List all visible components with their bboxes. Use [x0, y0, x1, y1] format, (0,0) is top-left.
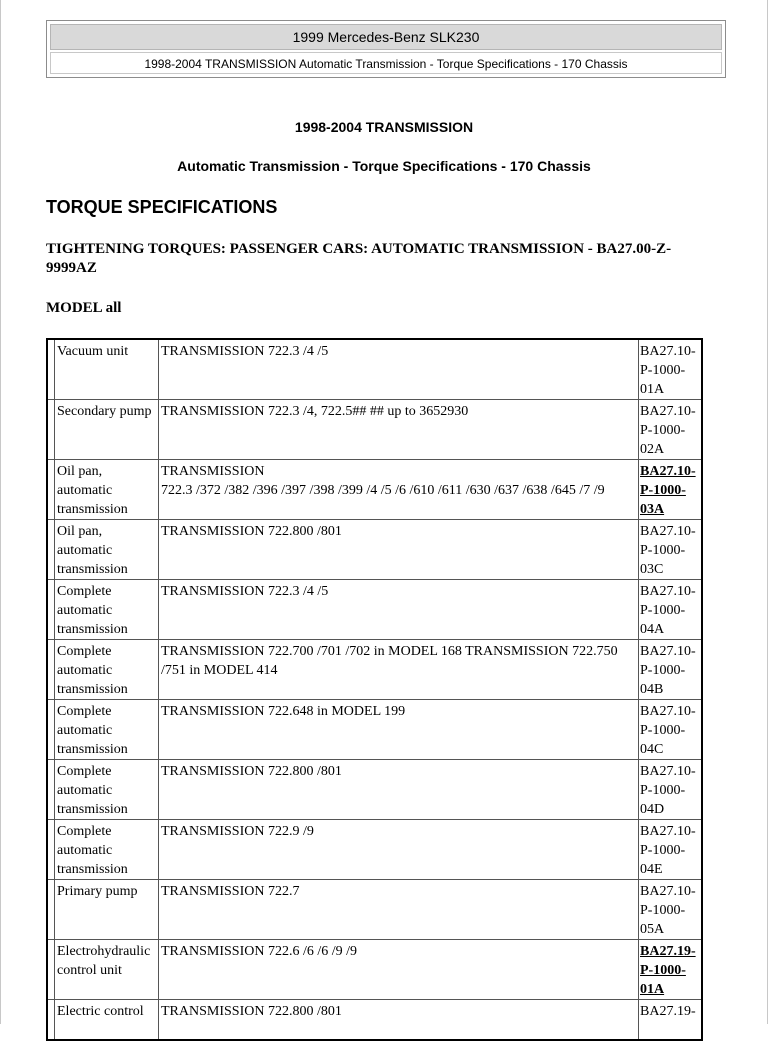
spec-cell [159, 700, 639, 760]
spec-cell [159, 760, 639, 820]
table-row [47, 580, 702, 640]
spec-line: TRANSMISSION 722.7 [161, 884, 300, 899]
table-row [47, 1000, 702, 1040]
component-cell: Primary pump [55, 880, 159, 940]
row-margin-cell [47, 460, 55, 520]
header-title: 1999 Mercedes-Benz SLK230 [50, 24, 722, 50]
row-margin-cell [47, 940, 55, 1000]
spec-line: TRANSMISSION 722.3 /4, 722.5## ## up to 3652930 [161, 404, 469, 419]
row-margin-cell [47, 339, 55, 400]
reference-code: BA27.10-P-1000-04D [640, 764, 696, 817]
reference-code: BA27.10-P-1000-04C [640, 704, 696, 757]
spec-line: TRANSMISSION 722.9 /9 [161, 824, 314, 839]
spec-line: TRANSMISSION 722.700 /701 /702 in MODEL 168 TRANSMISSION 722.750 /751 in MODEL 414 [161, 644, 618, 678]
spec-cell [159, 880, 639, 940]
document-header [46, 20, 726, 78]
row-margin-cell [47, 640, 55, 700]
reference-code: BA27.10-P-1000-03C [640, 524, 696, 577]
spec-cell [159, 580, 639, 640]
spec-line: TRANSMISSION 722.800 /801 [161, 764, 342, 779]
row-margin-cell [47, 880, 55, 940]
reference-code: BA27.10-P-1000-04B [640, 644, 696, 697]
component-cell: Electric control [55, 1000, 159, 1040]
reference-cell [639, 700, 703, 760]
reference-cell [639, 580, 703, 640]
header-subtitle: 1998-2004 TRANSMISSION Automatic Transmission - Torque Specifications - 170 Chassis [50, 52, 722, 74]
reference-cell [639, 339, 703, 400]
component-cell: Oil pan, automatic transmission [55, 460, 159, 520]
spec-line: TRANSMISSION 722.800 /801 [161, 1004, 342, 1019]
reference-cell [639, 760, 703, 820]
spec-cell [159, 400, 639, 460]
spec-line: TRANSMISSION 722.648 in MODEL 199 [161, 704, 406, 719]
table-row [47, 820, 702, 880]
reference-code: BA27.19- [640, 1004, 696, 1019]
table-row [47, 760, 702, 820]
model-heading: MODEL all [46, 300, 122, 316]
page-edge-left [0, 0, 1, 1024]
component-cell: Oil pan, automatic transmission [55, 520, 159, 580]
spec-cell [159, 339, 639, 400]
section-heading: 1998-2004 TRANSMISSION [294, 119, 474, 135]
component-cell: Complete automatic transmission [55, 640, 159, 700]
row-margin-cell [47, 580, 55, 640]
reference-cell [639, 880, 703, 940]
reference-cell [639, 1000, 703, 1040]
spec-line: TRANSMISSION 722.800 /801 [161, 524, 342, 539]
row-margin-cell [47, 820, 55, 880]
component-cell: Vacuum unit [55, 339, 159, 400]
reference-code: BA27.10-P-1000-02A [640, 404, 696, 457]
spec-cell [159, 520, 639, 580]
table-row [47, 940, 702, 1000]
table-row [47, 400, 702, 460]
reference-code: BA27.10-P-1000-01A [640, 344, 696, 397]
reference-code: BA27.10-P-1000-04A [640, 584, 696, 637]
reference-link[interactable]: BA27.19-P-1000-01A [640, 944, 696, 997]
component-cell: Complete automatic transmission [55, 820, 159, 880]
row-margin-cell [47, 520, 55, 580]
reference-code: BA27.10-P-1000-04E [640, 824, 696, 877]
spec-line: TRANSMISSION [161, 464, 265, 479]
torque-specifications-title: TORQUE SPECIFICATIONS [46, 197, 278, 217]
table-row [47, 520, 702, 580]
spec-line: TRANSMISSION 722.3 /4 /5 [161, 344, 329, 359]
row-margin-cell [47, 400, 55, 460]
table-row [47, 640, 702, 700]
component-cell: Complete automatic transmission [55, 760, 159, 820]
reference-cell [639, 460, 703, 520]
reference-cell [639, 400, 703, 460]
component-cell: Electrohydraulic control unit [55, 940, 159, 1000]
row-margin-cell [47, 700, 55, 760]
reference-cell [639, 940, 703, 1000]
spec-line: TRANSMISSION 722.3 /4 /5 [161, 584, 329, 599]
spec-line: 722.3 /372 /382 /396 /397 /398 /399 /4 /5 /6 /610 /611 /630 /637 /638 /645 /7 /9 [161, 483, 605, 498]
reference-link[interactable]: BA27.10-P-1000-03A [640, 464, 696, 517]
reference-cell [639, 640, 703, 700]
reference-cell [639, 520, 703, 580]
table-row [47, 460, 702, 520]
row-margin-cell [47, 760, 55, 820]
spec-cell [159, 460, 639, 520]
spec-cell [159, 820, 639, 880]
table-row [47, 880, 702, 940]
reference-cell [639, 820, 703, 880]
torque-spec-table [46, 338, 703, 1041]
row-margin-cell [47, 1000, 55, 1040]
reference-code: BA27.10-P-1000-05A [640, 884, 696, 937]
tightening-torques-heading: TIGHTENING TORQUES: PASSENGER CARS: AUTOMATIC TRANSMISSION - BA27.00-Z-9999AZ [46, 241, 672, 276]
component-cell: Complete automatic transmission [55, 700, 159, 760]
component-cell: Secondary pump [55, 400, 159, 460]
article-heading: Automatic Transmission - Torque Specifications - 170 Chassis [177, 158, 591, 174]
component-cell: Complete automatic transmission [55, 580, 159, 640]
spec-cell [159, 1000, 639, 1040]
spec-cell [159, 640, 639, 700]
spec-line: TRANSMISSION 722.6 /6 /6 /9 /9 [161, 944, 358, 959]
table-row [47, 700, 702, 760]
table-row [47, 339, 702, 400]
spec-cell [159, 940, 639, 1000]
